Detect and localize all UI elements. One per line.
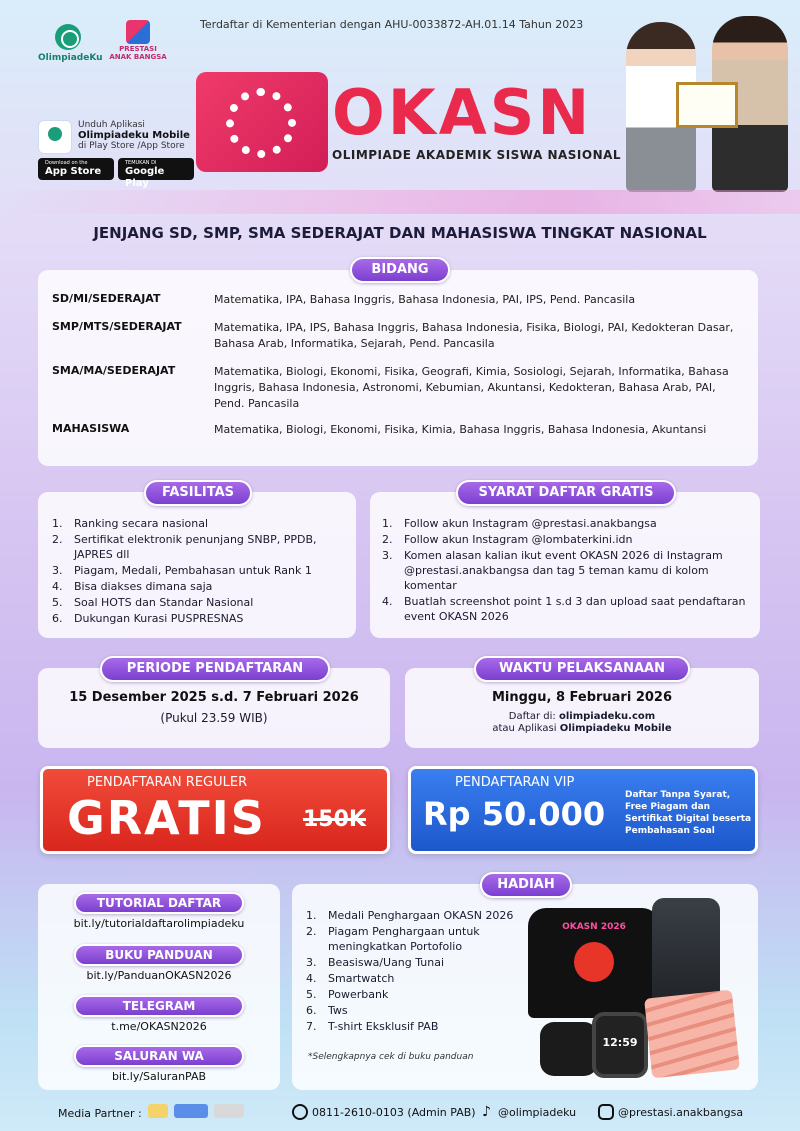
bidang-heading: BIDANG xyxy=(350,257,450,283)
jenjang-heading: JENJANG SD, SMP, SMA SEDERAJAT DAN MAHASISWA TINGKAT NASIONAL xyxy=(93,224,707,242)
pab-logo-line1: PRESTASI xyxy=(119,45,157,53)
footer xyxy=(0,1100,800,1130)
saluran-wa-title: SALURAN WA xyxy=(74,1045,244,1067)
cash-icon xyxy=(644,990,740,1079)
olimpiadeku-logo xyxy=(38,24,103,63)
list-item: 5. Soal HOTS dan Standar Nasional xyxy=(52,596,254,609)
app-store-label: App Store xyxy=(45,166,102,177)
bidang-subjects: Matematika, IPA, Bahasa Inggris, Bahasa Indonesia, PAI, IPS, Pend. Pancasila xyxy=(214,293,636,306)
syarat-heading: SYARAT DAFTAR GRATIS xyxy=(456,480,676,506)
vip-label: PENDAFTARAN VIP xyxy=(455,775,575,790)
tutorial-daftar-title: TUTORIAL DAFTAR xyxy=(74,892,244,914)
smartwatch-icon xyxy=(592,1012,648,1078)
app-store-small-text: Download on the xyxy=(45,160,88,166)
list-item: 4. Buatlah screenshot point 1 s.d 3 dan upload saat pendaftaran event OKASN 2026 xyxy=(382,595,746,623)
buku-panduan-title: BUKU PANDUAN xyxy=(74,944,244,966)
fasilitas-card xyxy=(38,492,356,638)
olimpiadeku-logo-icon xyxy=(55,24,81,50)
pab-logo-icon xyxy=(126,20,150,44)
tiktok-icon: ♪ xyxy=(482,1104,491,1120)
media-partner-logo-3 xyxy=(214,1104,244,1118)
list-item: 2. Piagam Penghargaan untuk meningkatkan Portofolio xyxy=(306,925,480,953)
reguler-box xyxy=(40,766,390,854)
daftar-label: Daftar di: xyxy=(508,711,556,722)
list-item: 3. Beasiswa/Uang Tunai xyxy=(306,956,445,969)
phone-block[interactable] xyxy=(312,1106,476,1119)
bidang-level: SMP/MTS/SEDERAJAT xyxy=(52,320,182,333)
app-icon xyxy=(38,120,72,154)
bidang-subjects: Matematika, Biologi, Ekonomi, Fisika, Geografi, Kimia, Sosiologi, Sejarah, Informatika, Bahasa Inggris, Bahasa Indonesia, Astronomi, Kebumian, Akuntansi, Kedokteran, Bahasa Arab, PAI, Pend. Pancasila xyxy=(214,365,729,410)
reguler-old-price: 150K xyxy=(303,807,366,832)
tshirt-mascot xyxy=(574,942,614,982)
bidang-subjects: Matematika, IPA, IPS, Bahasa Inggris, Bahasa Indonesia, Fisika, Biologi, PAI, Kedokteran Dasar, Bahasa Arab, Informatika, Sejarah, Pend. Pancasila xyxy=(214,321,734,350)
pab-logo xyxy=(108,20,168,61)
tutorial-daftar-link[interactable]: bit.ly/tutorialdaftarolimpiadeku xyxy=(73,917,245,930)
download-line2: Olimpiadeku Mobile xyxy=(78,130,190,141)
buku-panduan-link[interactable]: bit.ly/PanduanOKASN2026 xyxy=(86,969,232,982)
page-title: OKASN xyxy=(332,76,593,149)
phone-label: (Admin PAB) xyxy=(407,1106,476,1119)
telegram-title: TELEGRAM xyxy=(74,995,244,1017)
whatsapp-icon xyxy=(292,1104,308,1120)
list-item: 6. Tws xyxy=(306,1004,348,1017)
list-item: 4. Bisa diakses dimana saja xyxy=(52,580,213,593)
phone-number: 0811-2610-0103 xyxy=(312,1106,404,1119)
watch-time: 12:59 xyxy=(602,1036,638,1049)
list-item: 1. Ranking secara nasional xyxy=(52,517,209,530)
daftar-site-link[interactable]: olimpiadeku.com xyxy=(558,711,656,722)
list-item: 2. Sertifikat elektronik penunjang SNBP, PPDB, JAPRES dll xyxy=(52,533,317,561)
hadiah-note: *Selengkapnya cek di buku panduan xyxy=(308,1052,474,1062)
google-play-label: Google Play xyxy=(125,166,165,189)
list-item: 2. Follow akun Instagram @lombaterkini.idn xyxy=(382,533,633,546)
periode-heading: PERIODE PENDAFTARAN xyxy=(100,656,330,682)
list-item: 4. Smartwatch xyxy=(306,972,395,985)
tiktok-handle[interactable]: @olimpiadeku xyxy=(498,1106,577,1119)
certificate-image xyxy=(676,82,738,128)
google-play-button[interactable] xyxy=(118,158,194,189)
decorative-swoosh xyxy=(0,190,800,214)
tshirt-text: OKASN 2026 xyxy=(562,922,626,932)
media-partner-logo-2 xyxy=(174,1104,208,1118)
bidang-card xyxy=(38,270,758,466)
vip-box xyxy=(408,766,758,854)
tshirt-icon xyxy=(528,908,660,1018)
instagram-handle[interactable]: @prestasi.anakbangsa xyxy=(618,1106,744,1119)
registration-text: Terdaftar di Kementerian dengan AHU-0033872-AH.01.14 Tahun 2023 xyxy=(200,18,584,31)
bidang-level: SMA/MA/SEDERAJAT xyxy=(52,364,176,377)
page-subtitle: OLIMPIADE AKADEMIK SISWA NASIONAL xyxy=(332,148,622,162)
vip-price: Rp 50.000 xyxy=(423,795,606,833)
waktu-date: Minggu, 8 Februari 2026 xyxy=(491,690,673,705)
telegram-link[interactable]: t.me/OKASN2026 xyxy=(111,1020,207,1033)
list-item: 1. Follow akun Instagram @prestasi.anakbangsa xyxy=(382,517,657,530)
media-partner-logo-1 xyxy=(148,1104,168,1118)
periode-time: (Pukul 23.59 WIB) xyxy=(160,711,268,725)
waktu-heading: WAKTU PELAKSANAAN xyxy=(474,656,690,682)
list-item: 3. Komen alasan kalian ikut event OKASN 2026 di Instagram @prestasi.anakbangsa dan tag 5 teman kamu di kolom komentar xyxy=(382,549,723,592)
list-item: 3. Piagam, Medali, Pembahasan untuk Rank 1 xyxy=(52,564,312,577)
fasilitas-heading: FASILITAS xyxy=(144,480,252,506)
atau-label: atau Aplikasi xyxy=(492,723,557,734)
olimpiadeku-logo-text: OlimpiadeKu xyxy=(38,53,103,63)
google-play-small-text: TEMUKAN DI xyxy=(125,160,157,166)
pab-logo-line2: ANAK BANGSA xyxy=(109,52,167,61)
okasn-flower-icon xyxy=(226,88,296,158)
bidang-subjects: Matematika, Biologi, Ekonomi, Fisika, Kimia, Bahasa Inggris, Bahasa Indonesia, Akuntansi xyxy=(214,423,707,436)
reguler-label: PENDAFTARAN REGULER xyxy=(87,775,248,790)
vip-note: Daftar Tanpa Syarat, Free Piagam dan Sertifikat Digital beserta Pembahasan Soal xyxy=(625,790,752,836)
syarat-card xyxy=(370,492,760,638)
download-line1: Unduh Aplikasi xyxy=(78,120,145,130)
hadiah-heading: HADIAH xyxy=(480,872,572,898)
list-item: 7. T-shirt Eksklusif PAB xyxy=(306,1020,439,1033)
reguler-price: GRATIS xyxy=(67,791,266,845)
instagram-icon xyxy=(598,1104,614,1120)
links-card xyxy=(38,884,280,1090)
hadiah-card xyxy=(292,884,758,1090)
tws-icon xyxy=(540,1022,598,1076)
atau-app: Olimpiadeku Mobile xyxy=(559,723,672,734)
bidang-level: MAHASISWA xyxy=(52,422,130,435)
app-store-button[interactable] xyxy=(38,158,114,180)
download-app-block xyxy=(38,120,208,154)
media-partner-label: Media Partner : xyxy=(58,1107,142,1120)
saluran-wa-link[interactable]: bit.ly/SaluranPAB xyxy=(111,1070,207,1083)
list-item: 1. Medali Penghargaan OKASN 2026 xyxy=(306,909,514,922)
bidang-level: SD/MI/SEDERAJAT xyxy=(52,292,161,305)
download-line3: di Play Store /App Store xyxy=(78,141,185,151)
list-item: 5. Powerbank xyxy=(306,988,389,1001)
periode-dates: 15 Desember 2025 s.d. 7 Februari 2026 xyxy=(69,690,359,705)
list-item: 6. Dukungan Kurasi PUSPRESNAS xyxy=(52,612,244,625)
